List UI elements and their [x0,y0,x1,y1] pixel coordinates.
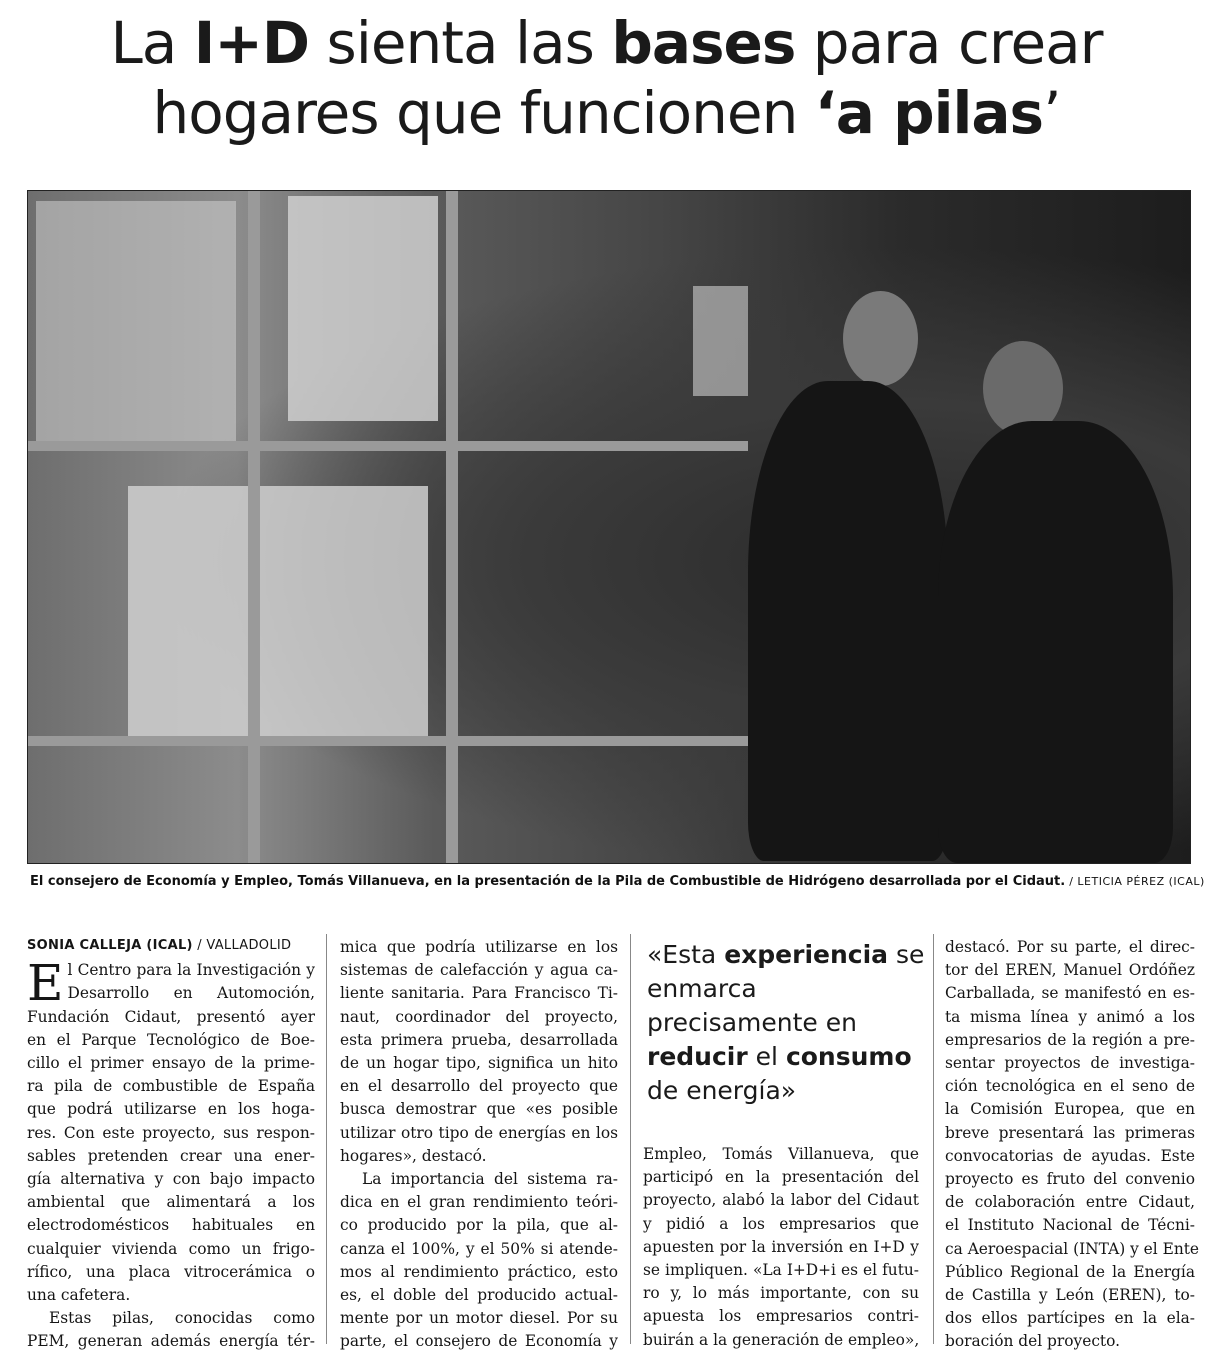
text-line: sistemas de calefacción y agua ca- [340,961,618,980]
text-line: ca Aeroespacial (INTA) y el Ente [945,1239,1200,1258]
photo-equipment-panel [36,201,236,451]
article-photo [27,190,1191,864]
text-line: de colaboración entre Cidaut, [945,1193,1195,1212]
text-line: apuesta los empresarios contri- [643,1307,919,1326]
photo-frame-bar [446,191,458,863]
text-line: Desarrollo en Automoción, [67,984,315,1003]
photo-equipment-box [288,196,438,421]
text-line: busca demostrar que «es posible [340,1100,618,1119]
text-line: convocatorias de ayudas. Este [945,1146,1195,1165]
article-paragraph [945,936,1200,1354]
article-paragraph [340,1168,618,1354]
text-line: La importancia del sistema ra- [362,1170,618,1189]
text-line: breve presentará las primeras [945,1123,1195,1142]
text-line: y pidió a los empresarios que [643,1214,919,1233]
text-line: Carballada, se manifestó en es- [945,984,1195,1003]
text-line: empresarios de la región a pre- [945,1030,1195,1049]
text-line: tor del EREN, Manuel Ordóñez [945,961,1195,980]
text-line: la Comisión Europea, que en [945,1100,1195,1119]
text-line: res. Con este proyecto, sus respon- [27,1123,315,1142]
text-line: de un hogar tipo, significa un hito [340,1054,618,1073]
text-line: en el Parque Tecnológico de Boe- [27,1030,315,1049]
text-line: proyecto es fruto del convenio [945,1170,1195,1189]
text-line: mos al rendimiento práctico, esto [340,1262,618,1281]
photo-monitor [693,286,748,396]
text-line: esta primera prueba, desarrollada [340,1030,618,1049]
text-line: ra pila de combustible de España [27,1077,315,1096]
pull-quote: «Esta experiencia se enmarca precisamente en reducir el consumo de energía» [647,940,925,1105]
text-line: destacó. Por su parte, el direc- [945,938,1195,956]
text-line: utilizar otro tipo de energías en los [340,1123,618,1142]
text-line: boración del proyecto. [945,1332,1121,1351]
text-line: rífico, una placa vitrocerámica o [27,1262,315,1281]
photo-person-body [938,421,1173,863]
column-divider [630,934,631,1344]
text-line: una cafetera. [27,1286,131,1305]
headline-line-1: La I+D sienta las bases para crear [110,9,1103,77]
photo-frame-bar [248,191,260,863]
article-column-1 [27,934,315,1354]
article-paragraph [27,1307,315,1353]
text-line: cualquier vivienda como un frigo- [27,1239,315,1258]
text-line: en el desarrollo del proyecto que [340,1077,618,1096]
text-line: sables pretenden crear una ener- [27,1146,315,1165]
article-headline [0,8,1213,148]
text-line: ro y, lo más importante, con su [643,1284,919,1303]
photo-person-body [748,381,948,861]
text-line: sentar proyectos de investiga- [945,1054,1195,1073]
article-column-2 [340,936,618,1354]
text-line: Fundación Cidaut, presentó ayer [27,1007,315,1026]
text-line: que podrá utilizarse en los hoga- [27,1100,315,1119]
text-line: ambiental que alimentará a los [27,1193,315,1212]
photo-caption: El consejero de Economía y Empleo, Tomás Villanueva, en la presentación de la Pila de Combustible de Hidrógeno desarrollada por el Cidaut. / LETICIA PÉREZ (ICAL) [30,874,1205,889]
text-line: parte, el consejero de Economía y [340,1332,618,1351]
article-column-4 [945,936,1200,1354]
text-line: canza el 100%, y el 50% si atende- [340,1239,618,1258]
text-line: mica que podría utilizarse en los [340,938,618,956]
column-divider [933,934,934,1344]
text-line: Estas pilas, conocidas como [49,1309,315,1328]
text-line: cillo el primer ensayo de la prime- [27,1054,315,1073]
text-line: Público Regional de la Energía [945,1262,1195,1281]
text-line: mente por un motor diesel. Por su [340,1309,618,1328]
text-line: hogares», destacó. [340,1146,487,1165]
text-line: de Castilla y León (EREN), to- [945,1286,1195,1305]
photo-equipment-box-lower [128,486,428,741]
photo-credit: / LETICIA PÉREZ (ICAL) [1065,875,1205,888]
byline: SONIA CALLEJA (ICAL) / VALLADOLID [27,938,292,953]
drop-cap: E [27,954,64,1013]
article-paragraph [643,1143,919,1352]
text-line: ta misma línea y animó a los [945,1007,1195,1026]
text-line: dica en el gran rendimiento teóri- [340,1193,618,1212]
text-line: proyecto, alabó la labor del Cidaut [643,1191,919,1210]
headline-line-2: hogares que funcionen ‘a pilas’ [152,79,1061,147]
text-line: liente sanitaria. Para Francisco Ti- [340,984,618,1003]
text-line: buirán a la generación de empleo», [643,1330,920,1349]
photo-person-head [843,291,918,386]
article-column-3 [643,1143,919,1352]
photo-frame-bar [28,736,748,746]
text-line: co producido por la pila, que al- [340,1216,618,1235]
text-line: se impliquen. «La I+D+i es el futu- [643,1261,919,1280]
text-line: dos ellos partícipes en la ela- [945,1309,1195,1328]
article-paragraph [340,936,618,1168]
text-line: apuesten por la inversión en I+D y [643,1237,919,1256]
text-line: ción tecnológica en el seno de [945,1077,1195,1096]
text-line: naut, coordinador del proyecto, [340,1007,618,1026]
photo-frame-bar [28,441,748,451]
text-line: PEM, generan además energía tér- [27,1332,315,1351]
text-line: participó en la presentación del [643,1168,919,1187]
text-line: Empleo, Tomás Villanueva, que [643,1145,919,1163]
text-line: electrodomésticos habituales en [27,1216,315,1235]
text-line: l Centro para la Investigación y [67,961,315,980]
text-line: el Instituto Nacional de Técni- [945,1216,1195,1235]
article-paragraph [27,954,315,1307]
text-line: es, el doble del producido actual- [340,1286,618,1305]
text-line: gía alternativa y con bajo impacto [27,1170,315,1189]
column-divider [326,934,327,1344]
